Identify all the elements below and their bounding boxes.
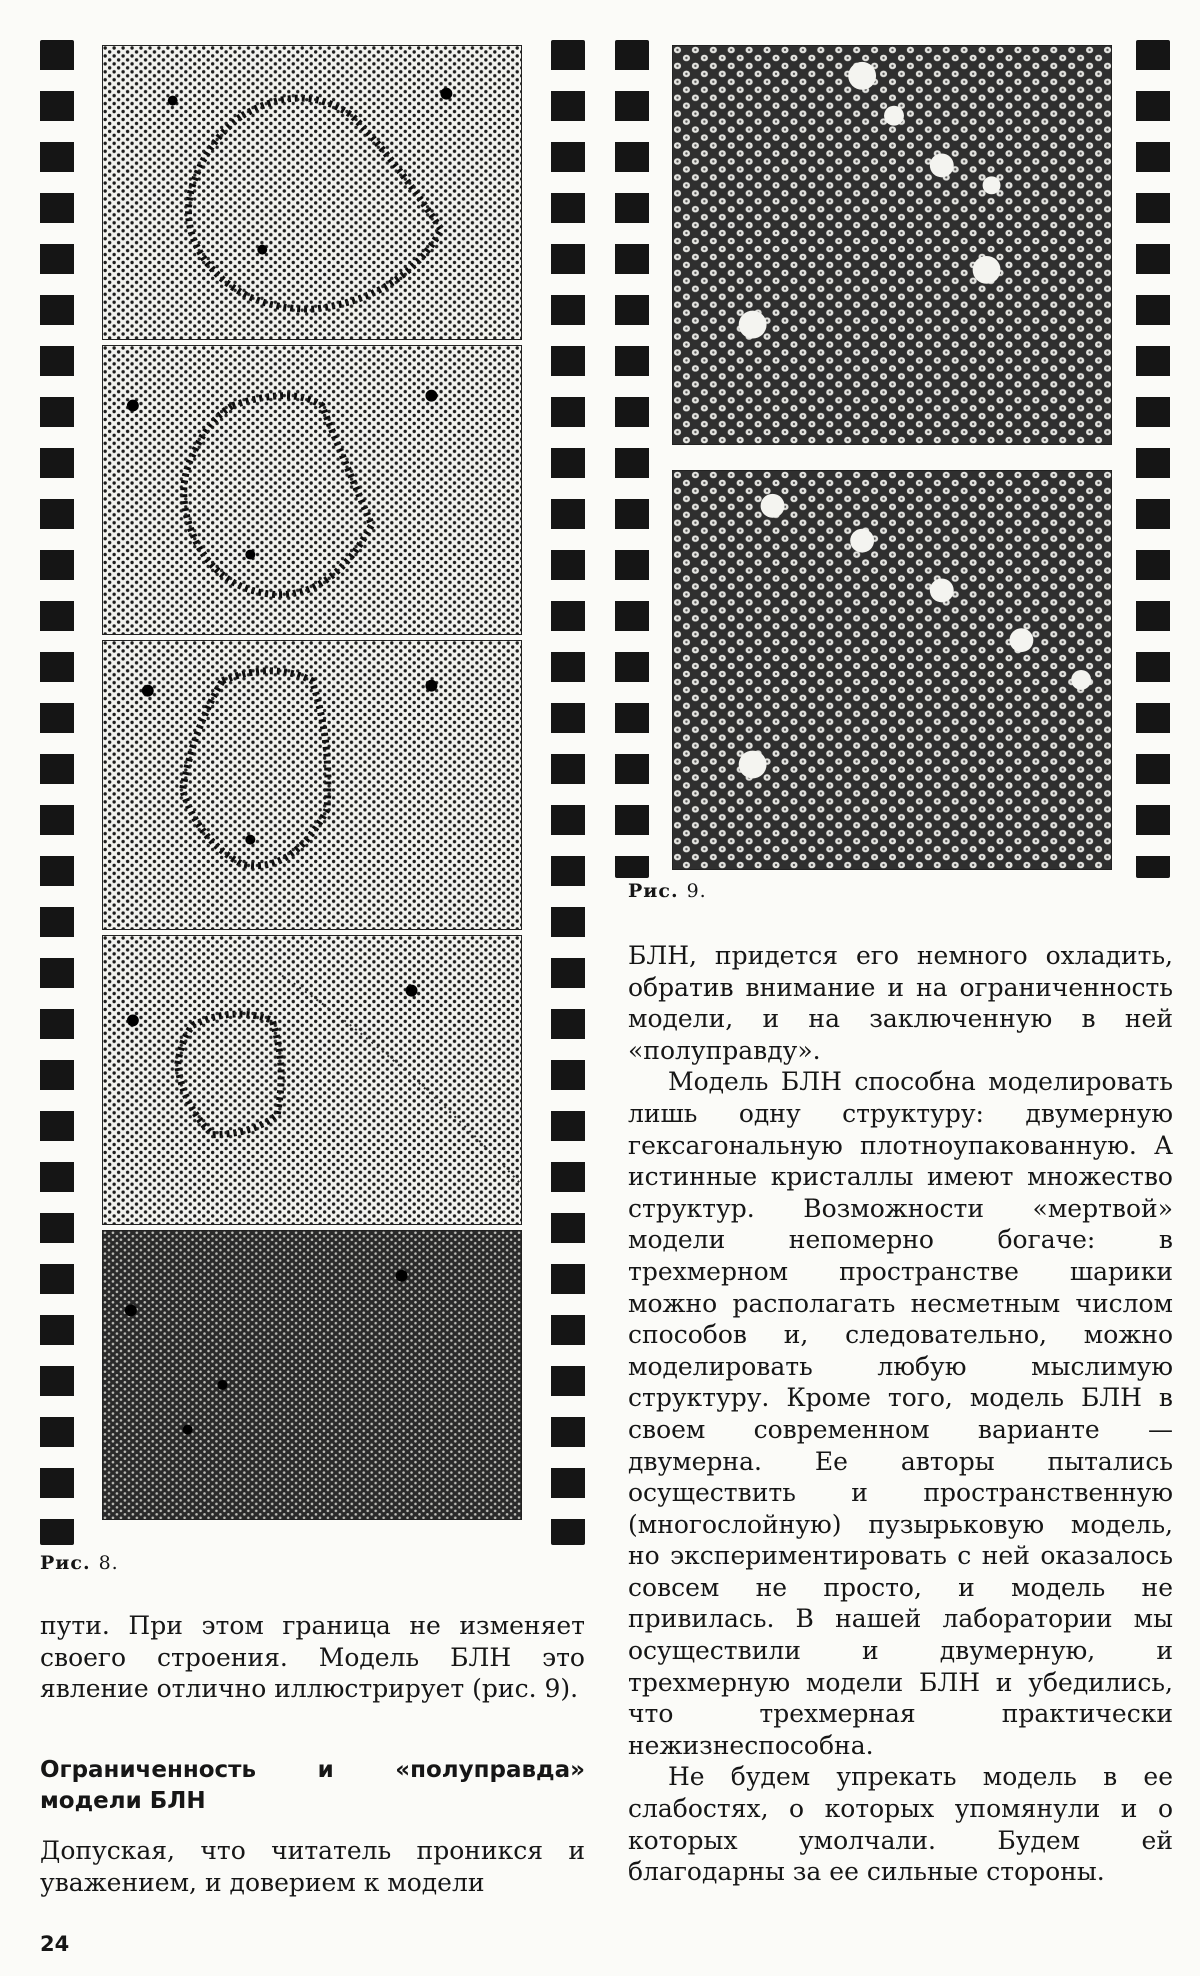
figure-8-film-strip: [40, 40, 585, 1545]
left-column-text-2: [40, 1835, 585, 1898]
page-number: 24: [40, 1932, 70, 1956]
left-paragraph-2: Допуская, что читатель проникся и уважением, и доверием к модели: [40, 1836, 585, 1897]
figure-8-caption-number: 8.: [98, 1552, 119, 1574]
right-column-text: [628, 940, 1173, 1888]
right-paragraph-2: Модель БЛН способна моделировать лишь одну структуру: двумерную гексагональную плотноупакованную. А истинные кристаллы имеют множество структур. Возможности «мертвой» модели непомерно богаче: в трехмерном пространстве шарики можно располагать несметным числом способов и, следовательно, можно моделировать любую мыслимую структуру. Кроме того, модель БЛН в своем современном варианте — двумерна. Ее авторы пытались осуществить и пространственную (многослойную) пузырьковую модель, но экспериментировать с ней оказалось совсем не просто, и модель не привилась. В нашей лаборатории мы осуществили и двумерную, и трехмерную модели БЛН и убедились, что трехмерная практически нежизнеспособна.: [628, 1067, 1173, 1760]
left-paragraph-1: пути. При этом граница не изменяет своего строения. Модель БЛН это явление отлично иллюстрирует (рис. 9).: [40, 1611, 585, 1704]
figure-9-caption-label: Рис.: [628, 880, 679, 902]
film-perforations-right: [1136, 40, 1170, 878]
right-paragraph-3: Не будем упрекать модель в ее слабостях, о которых упомянули и о которых умолчали. Будем ей благодарны за ее сильные стороны.: [628, 1762, 1173, 1887]
figure-9-frame-1: [672, 45, 1112, 445]
film-perforations-left: [40, 40, 74, 1545]
figure-8-caption-label: Рис.: [40, 1552, 91, 1574]
figure-8-frame-5: [102, 1230, 522, 1520]
figure-9-caption: [628, 880, 707, 902]
figure-8-frame-3: [102, 640, 522, 930]
left-column-text: [40, 1610, 585, 1705]
section-heading: Ограниченность и «полуправда» модели БЛН: [40, 1757, 585, 1814]
right-paragraph-1: БЛН, придется его немного охладить, обратив внимание и на ограниченность модели, и на заключенную в ней «полуправду».: [628, 941, 1173, 1065]
film-perforations-left: [615, 40, 649, 878]
figure-8-frame-1: [102, 45, 522, 340]
figure-9-film-strip: [615, 40, 1170, 878]
figure-9-frame-2: [672, 470, 1112, 870]
figure-8-caption: [40, 1552, 119, 1574]
film-perforations-right: [551, 40, 585, 1545]
figure-8-frame-2: [102, 345, 522, 635]
figure-8-frame-4: [102, 935, 522, 1225]
figure-9-caption-number: 9.: [686, 880, 707, 902]
